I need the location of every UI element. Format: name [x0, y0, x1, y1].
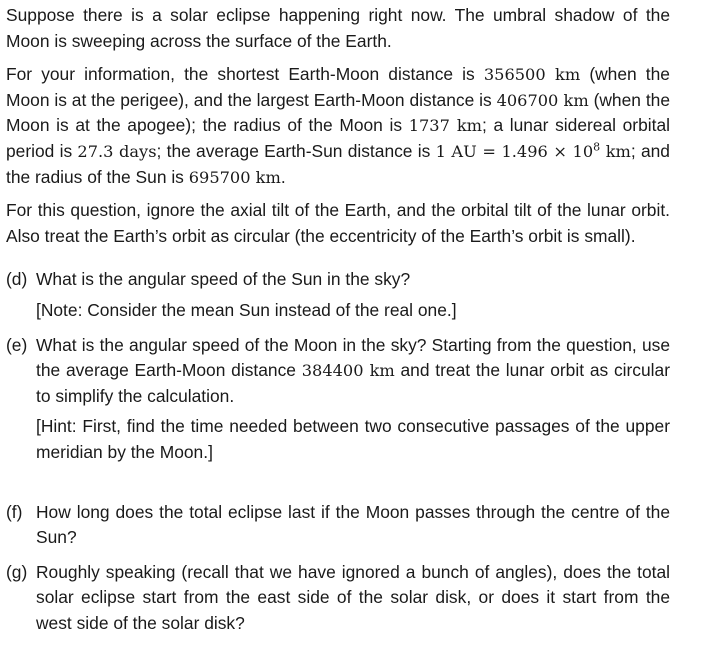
- text-segment: (when the Moon is at the perigee), and the largest Earth-Moon distance is: [6, 64, 670, 110]
- sidereal-period: 27.3 days: [77, 141, 157, 161]
- apogee-distance: 406700 km: [496, 90, 589, 110]
- text-segment: and treat the lunar orbit as circular to simplify the calculation.: [36, 360, 670, 406]
- item-text: Roughly speaking (recall that we have ignored a bunch of angles), does the total solar eclipse start from the east side of the solar disk, or does it start from the west side of the solar disk?: [36, 561, 670, 633]
- question-item-d: [6, 267, 670, 323]
- text-segment: For your information, the shortest Earth-Moon distance is: [6, 64, 484, 85]
- intro-paragraph-2: [6, 62, 670, 190]
- item-body: [36, 333, 670, 466]
- text-segment: ; the average Earth-Sun distance is: [156, 140, 436, 161]
- au-unit: km: [600, 141, 631, 161]
- question-item-f: [6, 500, 670, 551]
- item-text: What is the angular speed of the Sun in the sky?: [36, 269, 411, 290]
- intro-paragraph-3: For this question, ignore the axial tilt of the Earth, and the orbital tilt of the lunar orbit. Also treat the Earth’s orbit as circular (the eccentricity of the Earth’s orbit is small).: [6, 200, 670, 246]
- au-base: 1 AU = 1.496 × 10: [435, 141, 594, 161]
- item-letter: (d): [6, 269, 28, 290]
- item-body: [36, 267, 670, 323]
- moon-radius: 1737 km: [408, 116, 482, 136]
- item-letter: (f): [6, 501, 23, 522]
- item-body: [36, 500, 670, 551]
- au-value: [436, 142, 631, 161]
- intro-paragraph-1: Suppose there is a solar eclipse happening right now. The umbral shadow of the Moon is sweeping across the surface of the Earth.: [6, 5, 670, 51]
- question-item-g: [6, 560, 670, 637]
- question-item-e: [6, 333, 670, 466]
- average-distance: 384400 km: [301, 361, 395, 381]
- item-text: How long does the total eclipse last if the Moon passes through the centre of the Sun?: [36, 501, 670, 548]
- perigee-distance: 356500 km: [483, 65, 581, 85]
- text-segment: ; a lunar sidereal orbital period is: [6, 115, 670, 161]
- text-segment: What is the angular speed of the Moon in the sky? Starting from the question, use the average Earth-Moon distance: [36, 334, 670, 381]
- text-segment: ; and the radius of the Sun is: [6, 140, 670, 187]
- sun-radius: 695700 km: [188, 167, 281, 187]
- item-hint: [Hint: First, find the time needed between two consecutive passages of the upper meridian by the Moon.]: [36, 416, 670, 462]
- au-exponent: 8: [593, 140, 601, 154]
- item-text: [36, 333, 670, 410]
- document-page: [6, 3, 670, 636]
- text-segment: (when the Moon is at the apogee); the radius of the Moon is: [6, 89, 670, 136]
- text-segment: .: [280, 166, 286, 187]
- item-letter: (g): [6, 561, 28, 582]
- item-body: [36, 560, 670, 637]
- item-note: [Note: Consider the mean Sun instead of the real one.]: [36, 299, 457, 320]
- item-letter: (e): [6, 334, 28, 355]
